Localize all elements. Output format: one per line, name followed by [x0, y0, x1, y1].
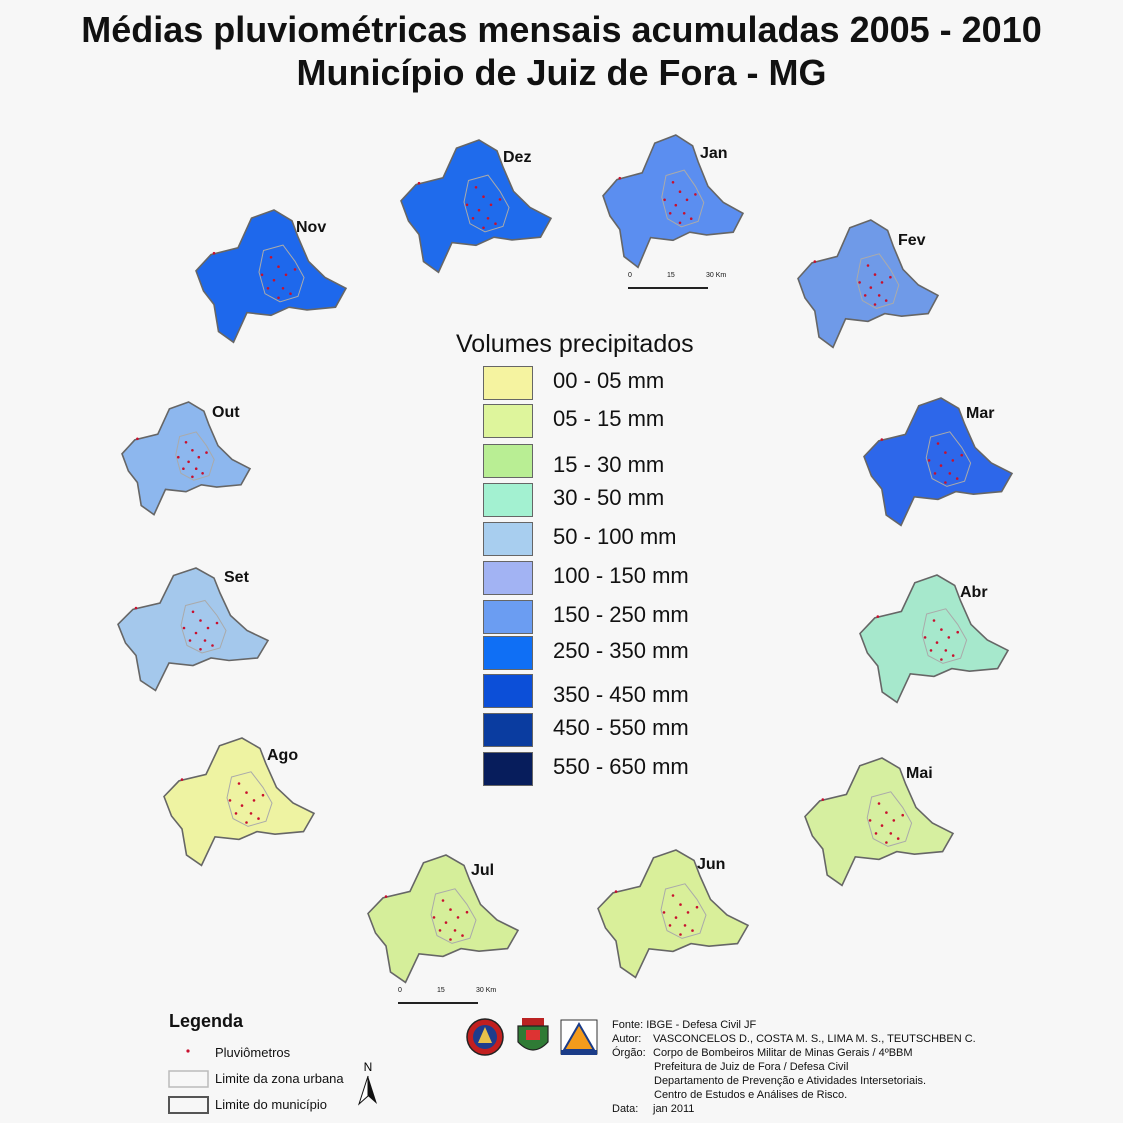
- rain-gauge-point: [679, 222, 682, 225]
- rain-gauge-point: [952, 654, 955, 657]
- rain-gauge-point: [267, 287, 270, 290]
- rain-gauge-point: [273, 279, 276, 282]
- month-map-jul: [368, 855, 518, 982]
- month-label: Mar: [966, 405, 995, 422]
- month-map-jun: [598, 850, 748, 977]
- rain-gauge-point: [956, 477, 959, 480]
- rain-gauge-dot-icon: [168, 1044, 208, 1062]
- scale-tick-label: 15: [437, 987, 445, 994]
- rain-gauge-point: [675, 916, 678, 919]
- rain-gauge-point: [864, 294, 867, 297]
- month-label: Ago: [267, 747, 299, 764]
- credit-date: jan 2011: [653, 1103, 695, 1115]
- rain-gauge-point: [282, 287, 285, 290]
- volume-class-row: [483, 636, 743, 672]
- rain-gauge-point: [277, 297, 280, 300]
- rain-gauge-point: [889, 276, 892, 279]
- month-label: Dez: [503, 149, 532, 166]
- scale-tick-label: 15: [667, 272, 675, 279]
- rain-gauge-point: [875, 832, 878, 835]
- rain-gauge-point: [696, 906, 699, 909]
- rain-gauge-point: [890, 832, 893, 835]
- bombeiros-seal-icon: [466, 1016, 504, 1058]
- rain-gauge-point: [663, 911, 666, 914]
- rain-gauge-point: [445, 921, 448, 924]
- scale-tick-label: 30 Km: [476, 987, 497, 994]
- volume-class-swatch: [483, 483, 533, 517]
- rain-gauge-point: [250, 812, 253, 815]
- rain-gauge-point: [940, 658, 943, 661]
- rain-gauge-point: [937, 442, 940, 445]
- rain-gauge-point: [449, 938, 452, 941]
- month-map-nov: [196, 210, 346, 342]
- rain-gauge-point: [690, 217, 693, 220]
- credit-source: Fonte: IBGE - Defesa Civil JF: [612, 1019, 757, 1031]
- rain-gauge-point: [499, 198, 502, 201]
- rain-gauge-point: [385, 895, 388, 898]
- credit-org-key: Órgão:: [612, 1047, 646, 1059]
- rain-gauge-point: [433, 916, 436, 919]
- month-label: Jun: [697, 856, 726, 873]
- rain-gauge-point: [201, 472, 204, 475]
- rain-gauge-point: [472, 217, 475, 220]
- rain-gauge-point: [867, 264, 870, 267]
- rain-gauge-point: [897, 837, 900, 840]
- volume-class-label: 350 - 450 mm: [553, 682, 689, 707]
- rain-gauge-point: [135, 607, 138, 610]
- rain-gauge-point: [885, 299, 888, 302]
- rain-gauge-point: [257, 817, 260, 820]
- rain-gauge-point: [461, 934, 464, 937]
- rain-gauge-point: [189, 639, 192, 642]
- volume-class-swatch: [483, 444, 533, 478]
- volume-class-swatch: [483, 636, 533, 670]
- legend-label: Pluviômetros: [215, 1045, 291, 1060]
- north-arrow-icon: [356, 1058, 380, 1108]
- rain-gauge-point: [679, 933, 682, 936]
- month-label: Abr: [960, 584, 988, 601]
- volume-class-row: [483, 522, 743, 558]
- volume-class-row: [483, 600, 743, 636]
- legend-label: Limite do município: [215, 1097, 327, 1112]
- rain-gauge-point: [694, 193, 697, 196]
- rain-gauge-point: [211, 644, 214, 647]
- municipality-boundary: [368, 855, 518, 982]
- rain-gauge-point: [449, 908, 452, 911]
- volume-class-label: 100 - 150 mm: [553, 563, 689, 588]
- rain-gauge-point: [878, 294, 881, 297]
- rain-gauge-point: [877, 615, 880, 618]
- rain-gauge-point: [878, 802, 881, 805]
- rain-gauge-point: [944, 451, 947, 454]
- rain-gauge-point: [245, 791, 248, 794]
- rain-gauge-point: [466, 911, 469, 914]
- rain-gauge-point: [885, 811, 888, 814]
- rain-gauge-point: [684, 924, 687, 927]
- rain-gauge-point: [936, 641, 939, 644]
- rain-gauge-point: [679, 190, 682, 193]
- rain-gauge-point: [241, 804, 244, 807]
- rain-gauge-point: [177, 456, 180, 459]
- rain-gauge-point: [672, 181, 675, 184]
- credit-author: VASCONCELOS D., COSTA M. S., LIMA M. S., TEUTSCHBEN C.: [653, 1033, 976, 1045]
- volume-class-label: 550 - 650 mm: [553, 754, 689, 779]
- volume-class-label: 30 - 50 mm: [553, 485, 665, 510]
- rain-gauge-point: [934, 472, 937, 475]
- volume-class-swatch: [483, 752, 533, 786]
- month-label: Jan: [700, 145, 728, 162]
- volume-class-swatch: [483, 674, 533, 708]
- volume-class-row: [483, 561, 743, 597]
- rain-gauge-point: [663, 199, 666, 202]
- volume-class-label: 50 - 100 mm: [553, 524, 677, 549]
- rain-gauge-point: [669, 212, 672, 215]
- volume-class-label: 00 - 05 mm: [553, 368, 665, 393]
- urban-limit-swatch-icon: [168, 1070, 210, 1088]
- month-label: Out: [212, 404, 240, 421]
- rain-gauge-point: [944, 481, 947, 484]
- rain-gauge-point: [238, 782, 241, 785]
- rain-gauge-point: [933, 619, 936, 622]
- rain-gauge-point: [858, 281, 861, 284]
- rain-gauge-point: [952, 459, 955, 462]
- rain-gauge-point: [901, 814, 904, 817]
- credits-block: [612, 1018, 976, 1116]
- rain-gauge-point: [213, 252, 216, 255]
- rain-gauge-point: [289, 292, 292, 295]
- rain-gauge-point: [928, 459, 931, 462]
- volume-class-row: [483, 404, 743, 440]
- rain-gauge-point: [207, 627, 210, 630]
- rain-gauge-point: [669, 924, 672, 927]
- rain-gauge-point: [136, 438, 139, 441]
- volume-class-row: [483, 444, 743, 480]
- rain-gauge-point: [235, 812, 238, 815]
- rain-gauge-point: [183, 627, 186, 630]
- rain-gauge-point: [466, 204, 469, 207]
- rain-gauge-point: [814, 260, 817, 263]
- month-map-out: [122, 402, 250, 515]
- rain-gauge-point: [874, 303, 877, 306]
- volume-class-label: 450 - 550 mm: [553, 715, 689, 740]
- rain-gauge-point: [191, 449, 194, 452]
- month-map-dez: [401, 140, 551, 272]
- month-map-jan: [603, 135, 743, 267]
- rain-gauge-point: [442, 899, 445, 902]
- month-label: Nov: [296, 219, 327, 236]
- rain-gauge-point: [439, 929, 442, 932]
- defesa-civil-logo-icon: [560, 1016, 598, 1058]
- credit-org-line: Prefeitura de Juiz de Fora / Defesa Civil: [654, 1061, 849, 1073]
- volume-class-label: 150 - 250 mm: [553, 602, 689, 627]
- credit-author-key: Autor:: [612, 1033, 642, 1045]
- rain-gauge-point: [672, 894, 675, 897]
- rain-gauge-point: [930, 649, 933, 652]
- scale-tick-label: 0: [398, 987, 402, 994]
- municipality-boundary: [598, 850, 748, 977]
- rain-gauge-point: [615, 890, 618, 893]
- volume-class-label: 05 - 15 mm: [553, 406, 665, 431]
- north-arrow-label: N: [363, 1060, 373, 1074]
- month-map-abr: [860, 575, 1008, 702]
- rain-gauge-point: [195, 632, 198, 635]
- rain-gauge-point: [687, 911, 690, 914]
- month-label: Fev: [898, 232, 926, 249]
- volume-class-swatch: [483, 600, 533, 634]
- legend-title: Legenda: [169, 1011, 244, 1031]
- rain-gauge-point: [182, 467, 185, 470]
- volume-class-row: [483, 483, 743, 519]
- credit-org-line: Departamento de Prevenção e Atividades Intersetoriais.: [654, 1075, 927, 1087]
- rain-gauge-point: [277, 265, 280, 268]
- rain-gauge-point: [487, 217, 490, 220]
- rain-gauge-point: [185, 441, 188, 444]
- volume-class-swatch: [483, 713, 533, 747]
- rain-gauge-point: [478, 209, 481, 212]
- volume-class-label: 15 - 30 mm: [553, 452, 665, 477]
- rain-gauge-point: [199, 619, 202, 622]
- volume-class-swatch: [483, 522, 533, 556]
- rain-gauge-point: [285, 274, 288, 277]
- volume-class-swatch: [483, 366, 533, 400]
- rain-gauge-point: [924, 636, 927, 639]
- rain-gauge-point: [691, 929, 694, 932]
- municipality-boundary: [118, 568, 268, 691]
- credit-date-key: Data:: [612, 1103, 639, 1115]
- rain-gauge-point: [457, 916, 460, 919]
- rain-gauge-point: [686, 199, 689, 202]
- rain-gauge-point: [195, 467, 198, 470]
- municipal-limit-swatch-icon: [168, 1096, 210, 1114]
- rain-gauge-point: [960, 454, 963, 457]
- rain-gauge-point: [490, 204, 493, 207]
- month-map-mai: [805, 758, 953, 885]
- rain-gauge-point: [683, 212, 686, 215]
- map-title: Médias pluviométricas mensais acumuladas 2005 - 2010: [81, 9, 1042, 50]
- month-map-mar: [864, 398, 1012, 525]
- rain-gauge-point: [940, 628, 943, 631]
- credit-org: Corpo de Bombeiros Militar de Minas Gerais / 4ºBBM: [653, 1047, 913, 1059]
- rain-gauge-point: [181, 778, 184, 781]
- volumes-legend-title: Volumes precipitados: [456, 330, 694, 358]
- volume-class-label: 250 - 350 mm: [553, 638, 689, 663]
- rain-gauge-point: [270, 256, 273, 259]
- rain-gauge-point: [191, 476, 194, 479]
- rain-gauge-point: [199, 648, 202, 651]
- rain-gauge-point: [885, 841, 888, 844]
- volume-class-row: [483, 674, 743, 710]
- rain-gauge-point: [245, 821, 248, 824]
- scale-tick-label: 30 Km: [706, 272, 727, 279]
- rain-gauge-point: [822, 798, 825, 801]
- volume-class-row: [483, 366, 743, 402]
- rain-gauge-point: [475, 186, 478, 189]
- volume-class-swatch: [483, 561, 533, 595]
- rain-gauge-point: [881, 824, 884, 827]
- rain-gauge-point: [945, 649, 948, 652]
- rain-gauge-point: [192, 611, 195, 614]
- prefeitura-crest-icon: [514, 1016, 552, 1058]
- rain-gauge-point: [262, 794, 265, 797]
- scale-bar: [628, 272, 726, 289]
- rain-gauge-point: [869, 819, 872, 822]
- rain-gauge-point: [494, 222, 497, 225]
- rain-gauge-point: [870, 286, 873, 289]
- rain-gauge-point: [956, 631, 959, 634]
- rain-gauge-point: [619, 177, 622, 180]
- rain-gauge-point: [893, 819, 896, 822]
- rain-gauge-point: [940, 464, 943, 467]
- rain-gauge-point: [216, 622, 219, 625]
- volume-class-row: [483, 713, 743, 749]
- rain-gauge-point: [204, 639, 207, 642]
- month-label: Set: [224, 569, 249, 586]
- month-map-ago: [164, 738, 314, 865]
- rain-gauge-point: [482, 195, 485, 198]
- rain-gauge-point: [874, 273, 877, 276]
- rain-gauge-point: [229, 799, 232, 802]
- rain-gauge-point: [294, 268, 297, 271]
- rain-gauge-point: [261, 274, 264, 277]
- rain-gauge-point: [949, 472, 952, 475]
- month-map-set: [118, 568, 268, 691]
- rain-gauge-point: [454, 929, 457, 932]
- map-subtitle: Município de Juiz de Fora - MG: [296, 52, 827, 93]
- credit-org-line: Centro de Estudos e Análises de Risco.: [654, 1089, 848, 1101]
- rain-gauge-point: [418, 182, 421, 185]
- rain-gauge-point: [482, 227, 485, 230]
- rain-gauge-point: [253, 799, 256, 802]
- month-map-fev: [798, 220, 938, 347]
- rain-gauge-point: [679, 903, 682, 906]
- rain-gauge-point: [948, 636, 951, 639]
- rain-gauge-point: [187, 461, 190, 464]
- scale-tick-label: 0: [628, 272, 632, 279]
- rain-gauge-point: [198, 456, 201, 459]
- month-label: Jul: [471, 862, 495, 879]
- rain-gauge-point: [881, 438, 884, 441]
- rain-gauge-point: [675, 204, 678, 207]
- rain-gauge-point: [881, 281, 884, 284]
- legend-label: Limite da zona urbana: [215, 1071, 344, 1086]
- month-label: Mai: [906, 765, 933, 782]
- scale-bar: [398, 987, 496, 1004]
- volume-class-row: [483, 752, 743, 788]
- volume-class-swatch: [483, 404, 533, 438]
- rain-gauge-point: [205, 451, 208, 454]
